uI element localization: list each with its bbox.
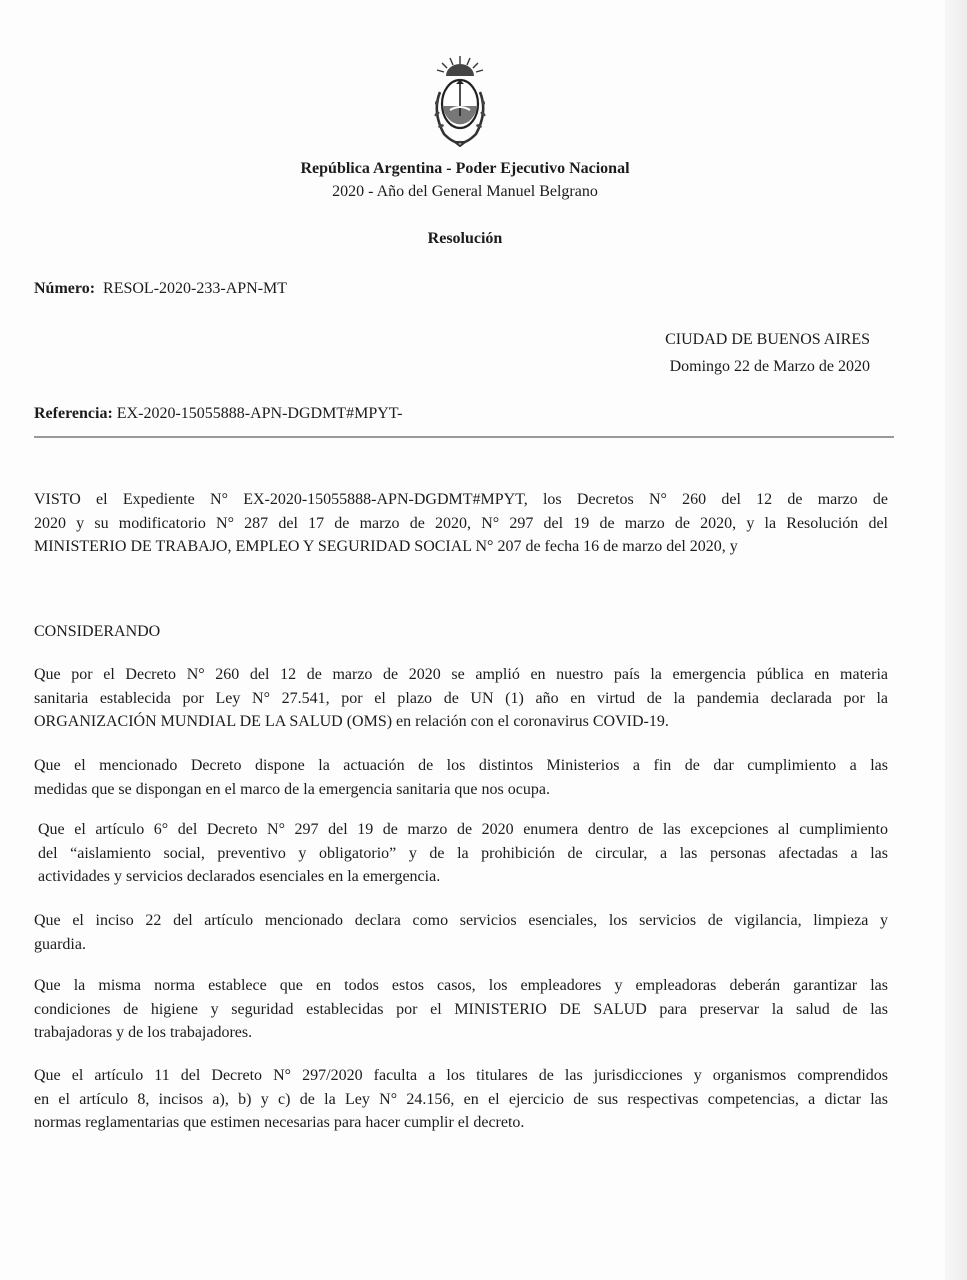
- paragraph-line: Que por el Decreto N° 260 del 12 de marzo de 2020 se amplió en nuestro país la emergencia pública en materia: [34, 666, 888, 683]
- reference-value: EX-2020-15055888-APN-DGDMT#MPYT-: [116, 405, 403, 422]
- considerando-paragraph: [38, 818, 888, 889]
- paragraph-line: MINISTERIO DE TRABAJO, EMPLEO Y SEGURIDAD SOCIAL N° 207 de fecha 16 de marzo del 2020, y: [34, 538, 738, 555]
- paragraph-line: actividades y servicios declarados esenciales en la emergencia.: [38, 868, 441, 885]
- paragraph-line: normas reglamentarias que estimen necesarias para hacer cumplir el decreto.: [34, 1114, 525, 1131]
- paragraph-line: Que el artículo 11 del Decreto N° 297/2020 faculta a los titulares de las jurisdicciones y organismos comprendidos: [34, 1067, 888, 1084]
- document-header-subtitle: 2020 - Año del General Manuel Belgrano: [332, 183, 598, 200]
- paragraph-line: del “aislamiento social, preventivo y obligatorio” y de la prohibición de circular, a las personas afectadas a las: [38, 844, 888, 862]
- reference-label: Referencia:: [34, 405, 113, 422]
- paragraph-line: guardia.: [34, 935, 86, 953]
- considerando-paragraph: [34, 663, 888, 734]
- paragraph-line: trabajadoras y de los trabajadores.: [34, 1024, 253, 1041]
- paragraph-line: VISTO el Expediente N° EX-2020-15055888-APN-DGDMT#MPYT, los Decretos N° 260 del 12 de marzo de: [34, 491, 888, 508]
- page-edge-shadow: [945, 0, 967, 1280]
- paragraph-line: Que la misma norma establece que en todos estos casos, los empleadores y empleadoras deberán garantizar las: [34, 977, 888, 994]
- considerando-heading: CONSIDERANDO: [34, 623, 161, 640]
- paragraph-line: Que el inciso 22 del artículo mencionado declara como servicios esenciales, los servicios de vigilancia, limpieza y: [34, 912, 888, 929]
- paragraph-line: medidas que se dispongan en el marco de la emergencia sanitaria que nos ocupa.: [34, 780, 550, 798]
- visto-paragraph: [34, 488, 888, 559]
- considerando-paragraph: [34, 1064, 888, 1135]
- reference-line: [34, 405, 402, 423]
- issue-date: Domingo 22 de Marzo de 2020: [669, 358, 870, 375]
- paragraph-line: ORGANIZACIÓN MUNDIAL DE LA SALUD (OMS) en relación con el coronavirus COVID-19.: [34, 713, 669, 730]
- resolution-number: [34, 280, 287, 298]
- paragraph-line: Que el mencionado Decreto dispone la actuación de los distintos Ministerios a fin de dar cumplimiento a las: [34, 757, 888, 774]
- considerando-paragraph: [34, 974, 888, 1045]
- considerando-paragraph: [34, 754, 888, 801]
- paragraph-line: en el artículo 8, incisos a), b) y c) de la Ley N° 24.156, en el ejercicio de sus respectivas competencias, a dictar las: [34, 1090, 888, 1108]
- resolution-number-label: Número:: [34, 280, 96, 297]
- document-type-heading: Resolución: [427, 230, 503, 247]
- paragraph-line: Que el artículo 6° del Decreto N° 297 del 19 de marzo de 2020 enumera dentro de las excepciones al cumplimiento: [38, 821, 888, 838]
- paragraph-line: sanitaria establecida por Ley N° 27.541, por el plazo de UN (1) año en virtud de la pandemia declarada por la: [34, 689, 888, 707]
- paragraph-line: 2020 y su modificatorio N° 287 del 17 de marzo de 2020, N° 297 del 19 de marzo de 2020, y la Resolución del: [34, 514, 888, 532]
- header-divider: [34, 436, 894, 438]
- considerando-paragraph: [34, 909, 888, 956]
- paragraph-line: condiciones de higiene y seguridad establecidas por el MINISTERIO DE SALUD para preservar la salud de las: [34, 1000, 888, 1018]
- argentina-coat-of-arms-icon: [428, 54, 492, 150]
- issue-city: CIUDAD DE BUENOS AIRES: [665, 331, 870, 348]
- resolution-number-value: RESOL-2020-233-APN-MT: [103, 280, 288, 297]
- document-header-title: República Argentina - Poder Ejecutivo Nacional: [300, 160, 630, 177]
